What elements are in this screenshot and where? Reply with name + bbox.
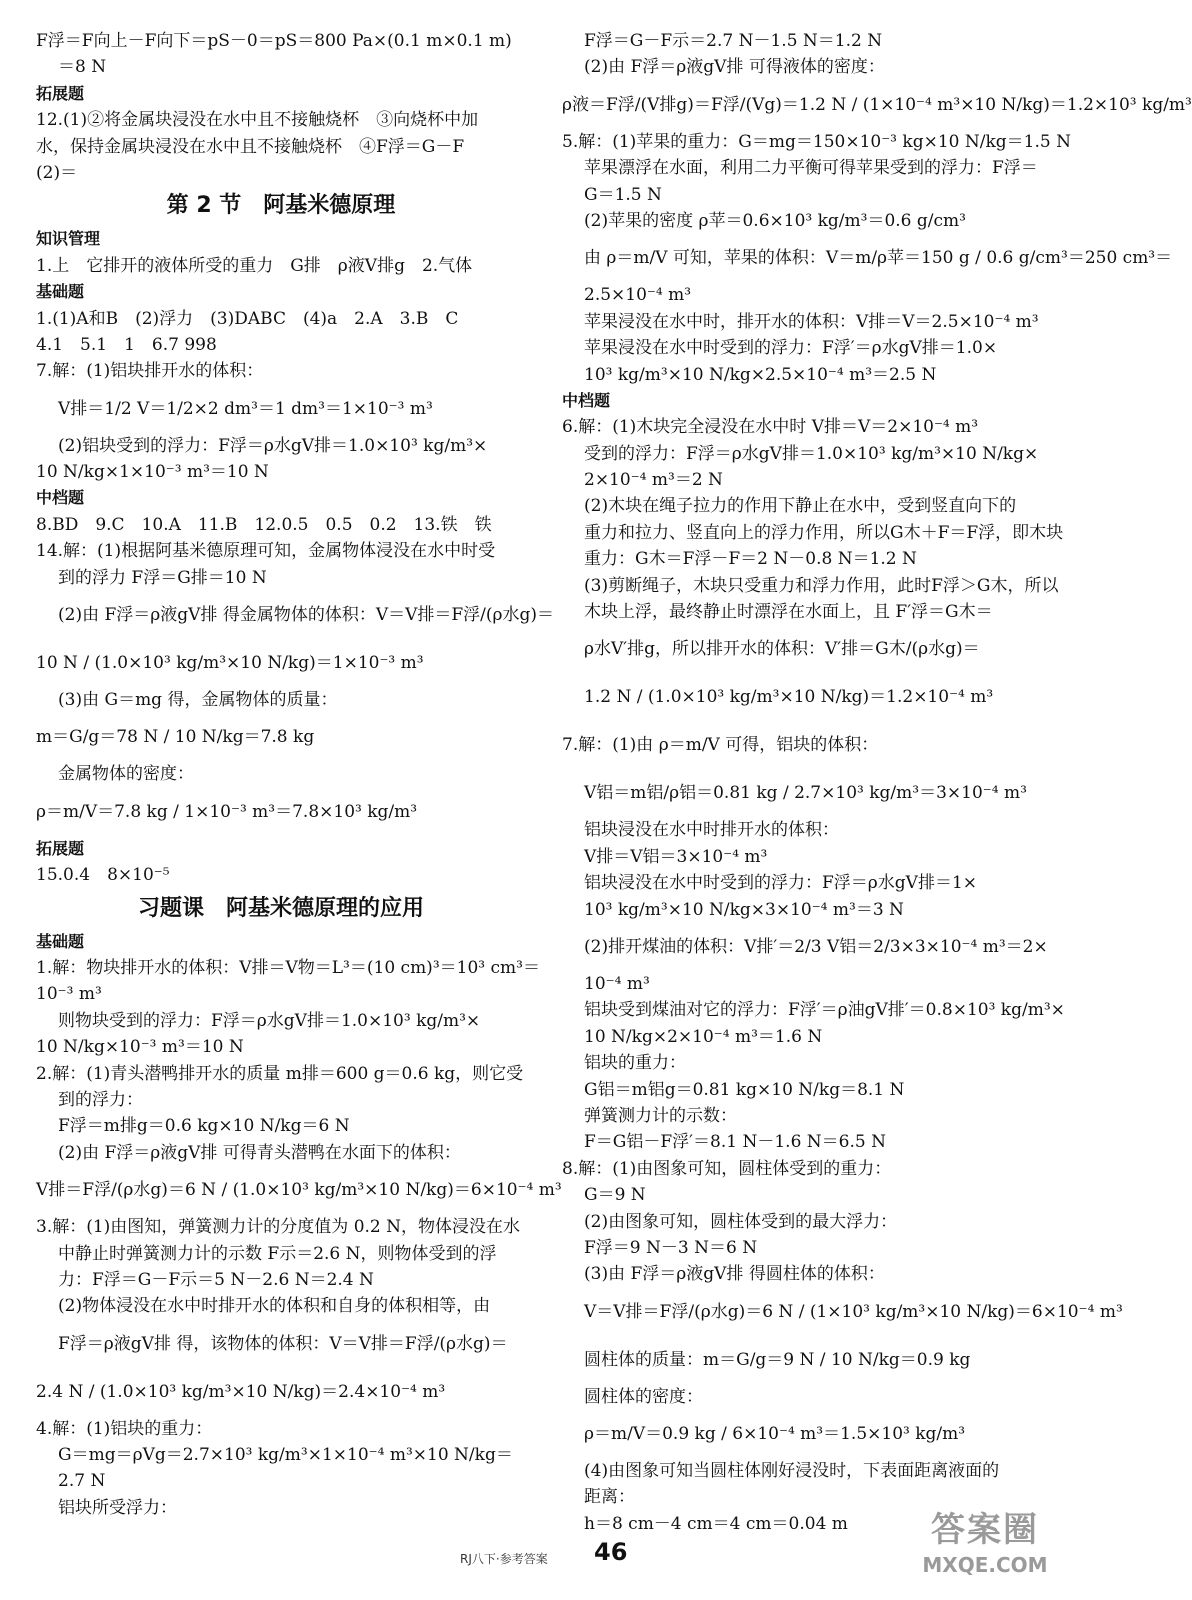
text-line: m＝G/g＝78 N / 10 N/kg＝7.8 kg	[36, 727, 315, 748]
text-line: ρ＝m/V＝0.9 kg / 6×10⁻⁴ m³＝1.5×10³ kg/m³	[584, 1424, 966, 1445]
text-line: 4.1 5.1 1 6.7 998	[36, 334, 217, 355]
text-line: 1.解：物块排开水的体积：V排＝V物＝L³＝(10 cm)³＝10³ cm³＝	[36, 957, 540, 978]
text-line: 苹果漂浮在水面，利用二力平衡可得苹果受到的浮力：F浮＝	[584, 158, 1038, 179]
text-line: G＝9 N	[584, 1185, 646, 1206]
text-line: h＝8 cm－4 cm＝4 cm＝0.04 m	[584, 1513, 848, 1534]
text-line: 重力：G木＝F浮－F＝2 N－0.8 N＝1.2 N	[584, 549, 917, 570]
text-line: 铝块的重力：	[584, 1053, 686, 1074]
text-line: 10⁻⁴ m³	[584, 973, 650, 994]
text-line: F＝G铝－F浮′＝8.1 N－1.6 N＝6.5 N	[584, 1132, 886, 1153]
text-line: 则物块受到的浮力：F浮＝ρ水gV排＝1.0×10³ kg/m³×	[58, 1010, 481, 1031]
text-line: 苹果浸没在水中时受到的浮力：F浮′＝ρ水gV排＝1.0×	[584, 338, 998, 359]
text-line: F浮＝G－F示＝2.7 N－1.5 N＝1.2 N	[584, 31, 883, 51]
text-line: 水，保持金属块浸没在水中且不接触烧杯 ④F浮＝G－F	[36, 136, 465, 157]
text-line: 2.4 N / (1.0×10³ kg/m³×10 N/kg)＝2.4×10⁻⁴ m³	[36, 1381, 446, 1402]
text-line: 7.解：(1)铝块排开水的体积：	[36, 361, 264, 382]
text-line: 弹簧测力计的示数：	[584, 1105, 737, 1126]
text-line: V铝＝m铝/ρ铝＝0.81 kg / 2.7×10³ kg/m³＝3×10⁻⁴ m³	[584, 783, 1027, 804]
text-line: 10³ kg/m³×10 N/kg×3×10⁻⁴ m³＝3 N	[584, 899, 904, 920]
text-line: 5.解：(1)苹果的重力：G＝mg＝150×10⁻³ kg×10 N/kg＝1.5 N	[562, 131, 1071, 152]
text-line: 铝块所受浮力：	[58, 1497, 177, 1518]
text-line: F浮＝m排g＝0.6 kg×10 N/kg＝6 N	[58, 1116, 350, 1137]
subsection-label: 基础题	[36, 282, 85, 302]
text-line: F浮＝F向上－F向下＝pS－0＝pS＝800 Pa×(0.1 m×0.1 m)	[36, 31, 512, 51]
text-line: 2.7 N	[58, 1471, 106, 1492]
text-line: 铝块受到煤油对它的浮力：F浮′＝ρ油gV排′＝0.8×10³ kg/m³×	[584, 1000, 1065, 1021]
text-line: V排＝V铝＝3×10⁻⁴ m³	[584, 846, 768, 867]
subsection-label: 基础题	[36, 931, 85, 951]
text-line: F浮＝9 N－3 N＝6 N	[584, 1237, 758, 1258]
text-line: 距离：	[584, 1487, 635, 1508]
text-line: 由 ρ＝m/V 可知，苹果的体积：V＝m/ρ苹＝150 g / 0.6 g/cm³＝250 cm³＝	[584, 248, 1173, 269]
text-line: (2)由图象可知，圆柱体受到的最大浮力：	[584, 1211, 898, 1232]
subsection-label: 中档题	[36, 488, 85, 508]
subsection-label: 知识管理	[36, 229, 101, 249]
left-column	[36, 28, 562, 1521]
text-line: V＝V排＝F浮/(ρ水g)＝6 N / (1×10³ kg/m³×10 N/kg)＝6×10⁻⁴ m³	[584, 1301, 1123, 1322]
text-line: 10 N/kg×2×10⁻⁴ m³＝1.6 N	[584, 1026, 823, 1047]
text-line: 圆柱体的密度：	[584, 1386, 703, 1407]
text-line: 力：F浮＝G－F示＝5 N－2.6 N＝2.4 N	[58, 1269, 374, 1290]
text-line: (3)剪断绳子，木块只受重力和浮力作用，此时F浮＞G木，所以	[584, 575, 1059, 596]
text-line: 铝块浸没在水中时受到的浮力：F浮＝ρ水gV排＝1×	[584, 873, 978, 894]
text-line: V排＝F浮/(ρ水g)＝6 N / (1.0×10³ kg/m³×10 N/kg)＝6×10⁻⁴ m³	[36, 1180, 562, 1201]
section-heading: 第 2 节 阿基米德原理	[166, 193, 396, 219]
text-line: 10 N/kg×10⁻³ m³＝10 N	[36, 1037, 244, 1058]
text-line: (3)由 G＝mg 得，金属物体的质量：	[58, 690, 338, 711]
section-heading: 习题课 阿基米德原理的应用	[137, 895, 424, 921]
text-line: 到的浮力 F浮＝G排＝10 N	[58, 567, 267, 588]
text-line: (2)木块在绳子拉力的作用下静止在水中，受到竖直向下的	[584, 496, 1017, 517]
text-line: 12.(1)②将金属块浸没在水中且不接触烧杯 ③向烧杯中加	[36, 110, 479, 131]
text-line: 木块上浮，最终静止时漂浮在水面上，且 F′浮＝G木＝	[584, 602, 993, 623]
text-line: 2.5×10⁻⁴ m³	[584, 285, 692, 306]
text-line: (2)物体浸没在水中时排开水的体积和自身的体积相等，由	[58, 1296, 491, 1317]
watermark-logo	[900, 1508, 1070, 1588]
subsection-label: 中档题	[562, 390, 611, 410]
page-number: 46	[594, 1538, 628, 1566]
right-column	[562, 28, 1192, 1537]
subsection-label: 拓展题	[36, 838, 85, 858]
text-line: G＝1.5 N	[584, 184, 662, 205]
subsection-label: 拓展题	[36, 83, 85, 103]
text-line: ρ＝m/V＝7.8 kg / 1×10⁻³ m³＝7.8×10³ kg/m³	[36, 801, 418, 822]
text-line: 8.解：(1)由图象可知，圆柱体受到的重力：	[562, 1158, 892, 1179]
text-line: 10⁻³ m³	[36, 984, 102, 1005]
text-line: (2)排开煤油的体积：V排′＝2/3 V铝＝2/3×3×10⁻⁴ m³＝2×	[584, 936, 1048, 957]
text-line: 14.解：(1)根据阿基米德原理可知，金属物体浸没在水中时受	[36, 541, 496, 562]
text-line: (2)由 F浮＝ρ液gV排 得金属物体的体积：V＝V排＝F浮/(ρ水g)＝	[58, 605, 555, 626]
text-line: 10 N/kg×1×10⁻³ m³＝10 N	[36, 462, 269, 483]
watermark-top: 答案圈	[931, 1510, 1039, 1550]
text-line: G＝mg＝ρVg＝2.7×10³ kg/m³×1×10⁻⁴ m³×10 N/kg＝	[58, 1445, 513, 1466]
text-line: ＝8 N	[58, 57, 107, 78]
text-line: G铝＝m铝g＝0.81 kg×10 N/kg＝8.1 N	[584, 1079, 905, 1100]
text-line: 15.0.4 8×10⁻⁵	[36, 865, 170, 886]
text-line: 6.解：(1)木块完全浸没在水中时 V排＝V＝2×10⁻⁴ m³	[562, 417, 979, 438]
text-line: 苹果浸没在水中时，排开水的体积：V排＝V＝2.5×10⁻⁴ m³	[584, 311, 1039, 332]
text-line: (2)由 F浮＝ρ液gV排 可得液体的密度：	[584, 57, 885, 78]
text-line: ρ水V′排g，所以排开水的体积：V′排＝G木/(ρ水g)＝	[584, 639, 980, 660]
text-line: 10³ kg/m³×10 N/kg×2.5×10⁻⁴ m³＝2.5 N	[584, 364, 937, 385]
text-line: 4.解：(1)铝块的重力：	[36, 1418, 213, 1439]
text-line: (3)由 F浮＝ρ液gV排 得圆柱体的体积：	[584, 1264, 885, 1285]
text-line: 铝块浸没在水中时排开水的体积：	[584, 820, 839, 841]
text-line: (2)由 F浮＝ρ液gV排 可得青头潜鸭在水面下的体积：	[58, 1142, 461, 1163]
text-line: 7.解：(1)由 ρ＝m/V 可得，铝块的体积：	[562, 735, 879, 756]
text-line: 金属物体的密度：	[58, 764, 194, 785]
text-line: 10 N / (1.0×10³ kg/m³×10 N/kg)＝1×10⁻³ m³	[36, 653, 424, 674]
text-line: 1.2 N / (1.0×10³ kg/m³×10 N/kg)＝1.2×10⁻⁴ m³	[584, 687, 994, 708]
text-line: 重力和拉力、竖直向上的浮力作用，所以G木＋F＝F浮，即木块	[584, 522, 1064, 543]
watermark-bottom: MXQE.COM	[922, 1553, 1048, 1577]
text-line: 1.上 它排开的液体所受的重力 G排 ρ液V排g 2.气体	[36, 255, 473, 276]
text-line: 8.BD 9.C 10.A 11.B 12.0.5 0.5 0.2 13.铁 铁	[36, 514, 492, 535]
text-line: 2.解：(1)青头潜鸭排开水的质量 m排＝600 g＝0.6 kg，则它受	[36, 1063, 524, 1084]
text-line: 圆柱体的质量：m＝G/g＝9 N / 10 N/kg＝0.9 kg	[584, 1349, 971, 1370]
text-line: 受到的浮力：F浮＝ρ水gV排＝1.0×10³ kg/m³×10 N/kg×	[584, 443, 1039, 464]
text-line: (2)铝块受到的浮力：F浮＝ρ水gV排＝1.0×10³ kg/m³×	[58, 435, 488, 456]
text-line: V排＝1/2 V＝1/2×2 dm³＝1 dm³＝1×10⁻³ m³	[58, 398, 433, 419]
text-line: F浮＝ρ液gV排 得，该物体的体积：V＝V排＝F浮/(ρ水g)＝	[58, 1333, 508, 1354]
text-line: (4)由图象可知当圆柱体刚好浸没时，下表面距离液面的	[584, 1461, 1000, 1482]
footer-label: RJ八下·参考答案	[460, 1552, 548, 1566]
text-line: (2)＝	[36, 162, 78, 183]
text-line: 3.解：(1)由图知，弹簧测力计的分度值为 0.2 N，物体浸没在水	[36, 1217, 521, 1238]
text-line: 中静止时弹簧测力计的示数 F示＝2.6 N，则物体受到的浮	[58, 1243, 497, 1264]
text-line: 2×10⁻⁴ m³＝2 N	[584, 470, 723, 491]
text-line: 到的浮力：	[58, 1089, 143, 1110]
text-line: (2)苹果的密度 ρ苹＝0.6×10³ kg/m³＝0.6 g/cm³	[584, 210, 966, 231]
text-line: ρ液＝F浮/(V排g)＝F浮/(Vg)＝1.2 N / (1×10⁻⁴ m³×10 N/kg)＝1.2×10³ kg/m³	[562, 94, 1192, 115]
text-line: 1.(1)A和B (2)浮力 (3)DABC (4)a 2.A 3.B C	[36, 308, 459, 329]
